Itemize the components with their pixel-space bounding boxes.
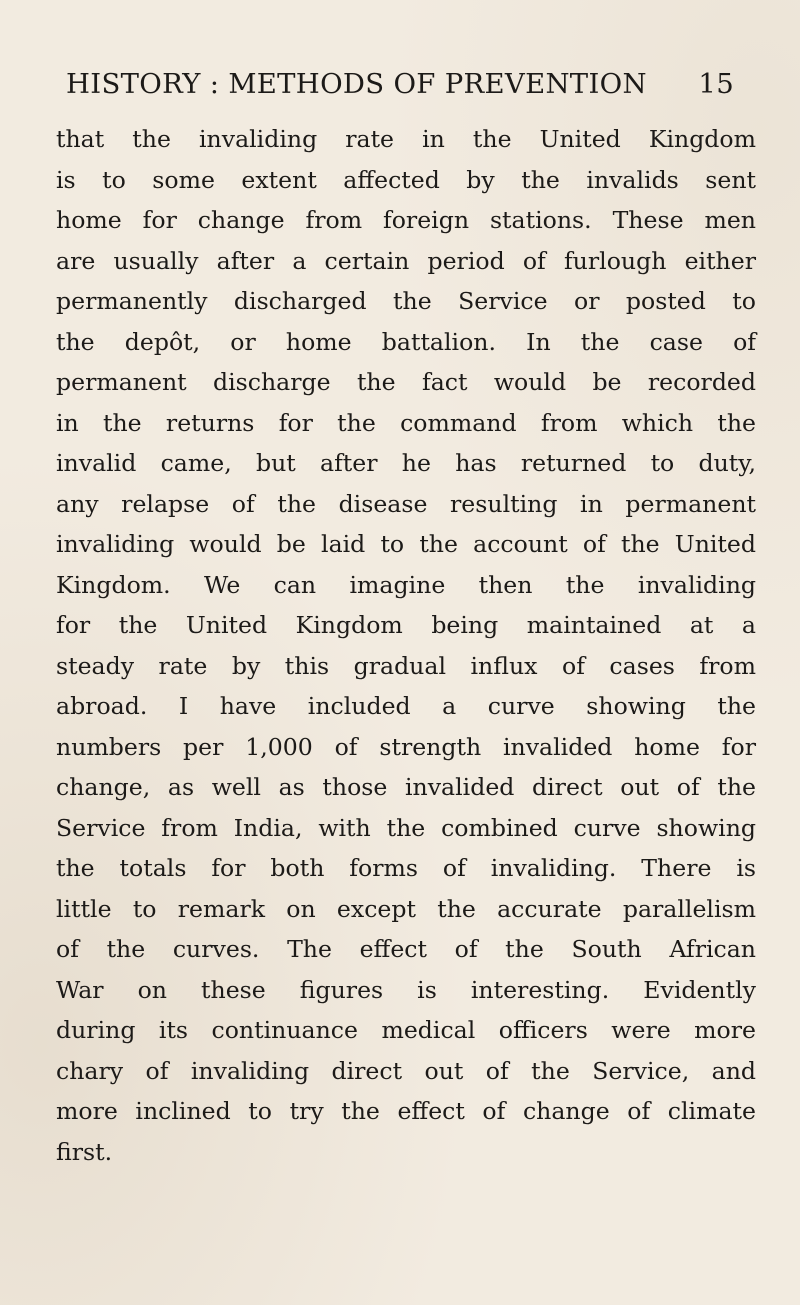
text-line: is to some extent affected by the invalids sent (56, 165, 756, 194)
text-line: first. (56, 1137, 113, 1166)
text-line: numbers per 1,000 of strength invalided home for (56, 732, 756, 761)
text-line: chary of invaliding direct out of the Service, and (56, 1056, 756, 1085)
text-line: permanent discharge the fact would be recorded (56, 368, 756, 396)
text-line: Service from India, with the combined curve showing (56, 813, 756, 842)
text-line: permanently discharged the Service or posted to (56, 287, 756, 315)
text-line: the depôt, or home battalion. In the case of (56, 327, 756, 356)
text-line: for the United Kingdom being maintained at a (56, 611, 756, 639)
text-line: home for change from foreign stations. These men (56, 206, 756, 234)
text-line: invaliding would be laid to the account of the United (56, 530, 756, 558)
text-line: in the returns for the command from which the (56, 408, 756, 437)
text-line: the totals for both forms of invaliding. There is (56, 854, 756, 882)
text-line: abroad. I have included a curve showing the (56, 692, 756, 720)
text-line: more inclined to try the effect of change of climate (56, 1097, 756, 1125)
text-line: invalid came, but after he has returned to duty, (56, 449, 756, 477)
text-line: are usually after a certain period of furlough either (56, 246, 756, 275)
text-line: change, as well as those invalided direct out of the (56, 773, 756, 801)
body-paragraph (56, 119, 756, 1172)
text-line: during its continuance medical officers were more (56, 1016, 756, 1044)
text-line: that the invaliding rate in the United Kingdom (56, 125, 756, 153)
page-number: 15 (698, 68, 734, 100)
text-line: War on these figures is interesting. Evidently (56, 975, 756, 1004)
text-line: steady rate by this gradual influx of cases from (56, 651, 756, 680)
text-line: of the curves. The effect of the South African (56, 935, 756, 963)
text-line: Kingdom. We can imagine then the invaliding (56, 570, 756, 599)
running-head-title: HISTORY : METHODS OF PREVENTION (66, 68, 647, 100)
text-line: any relapse of the disease resulting in permanent (56, 489, 756, 518)
running-head (66, 68, 734, 112)
text-line: little to remark on except the accurate parallelism (56, 894, 756, 923)
